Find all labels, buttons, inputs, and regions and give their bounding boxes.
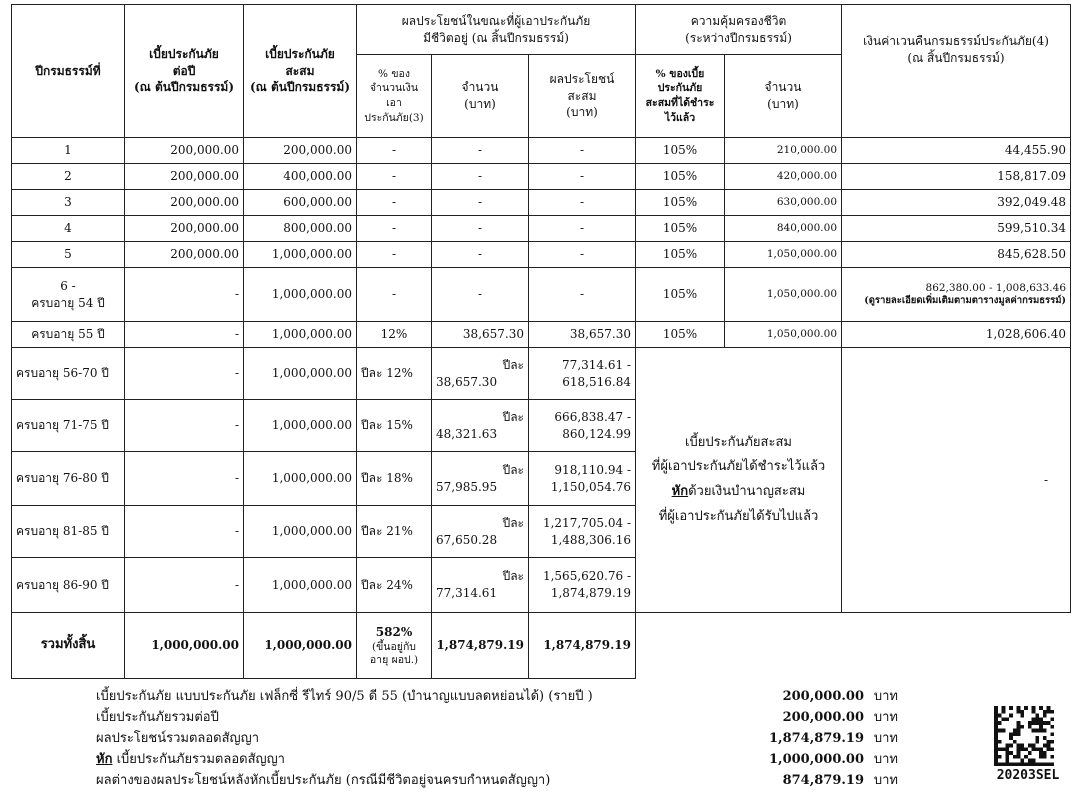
summary-row: ผลประโยชน์รวมตลอดสัญญา 1,874,879.19 บาท bbox=[96, 731, 898, 746]
header-annual-premium: เบี้ยประกันภัย ต่อปี (ณ ต้นปีกรมธรรม์) bbox=[125, 5, 244, 138]
summary-row: เบี้ยประกันภัย แบบประกันภัย เฟล็กซี่ รีไทร์ 90/5 ดี 55 (บำนาญแบบลดหย่อนได้) (รายปี ) 200,000.00 บาท bbox=[96, 689, 898, 704]
document-code: 20203SEL bbox=[996, 768, 1060, 783]
header-cum-premium: เบี้ยประกันภัย สะสม (ณ ต้นปีกรมธรรม์) bbox=[244, 5, 357, 138]
header-cover-group: ความคุ้มครองชีวิต (ระหว่างปีกรมธรรม์) bbox=[636, 5, 842, 55]
table-row: 4 200,000.00 800,000.00 - - - 105% 840,000.00 599,510.34 bbox=[12, 216, 1071, 242]
table-row: ครบอายุ 71-75 ปี - 1,000,000.00 ปีละ 15% ปีละ 48,321.63 666,838.47 - 860,124.99 bbox=[12, 400, 1071, 452]
header-benefit-cum: ผลประโยชน์ สะสม (บาท) bbox=[529, 55, 636, 138]
header-year: ปีกรมธรรม์ที่ bbox=[12, 5, 125, 138]
table-row: ครบอายุ 81-85 ปี - 1,000,000.00 ปีละ 21% ปีละ 67,650.28 1,217,705.04 - 1,488,306.16 bbox=[12, 506, 1071, 558]
cover-note: เบี้ยประกันภัยสะสม ที่ผู้เอาประกันภัยได้ชำระไว้แล้ว หักด้วยเงินบำนาญสะสม ที่ผู้เอาประกันภัยได้รับไปแล้ว bbox=[636, 348, 842, 613]
table-row: 6 - ครบอายุ 54 ปี - 1,000,000.00 - - - 105% 1,050,000.00 862,380.00 - 1,008,633.46 (ดูรายละเอียดเพิ่มเติมตามตารางมูลค่ากรมธรรม์) bbox=[12, 268, 1071, 322]
table-row: 2 200,000.00 400,000.00 - - - 105% 420,000.00 158,817.09 bbox=[12, 164, 1071, 190]
header-benefit-pct: % ของ จำนวนเงิน เอา ประกันภัย(3) bbox=[357, 55, 432, 138]
header-benefit-group: ผลประโยชน์ในขณะที่ผู้เอาประกันภัย มีชีวิตอยู่ (ณ สิ้นปีกรมธรรม์) bbox=[357, 5, 636, 55]
header-surrender: เงินค่าเวนคืนกรมธรรม์ประกันภัย(4) (ณ สิ้นปีกรมธรรม์) bbox=[842, 5, 1071, 138]
benefit-table bbox=[11, 4, 1071, 679]
table-row: ครบอายุ 56-70 ปี - 1,000,000.00 ปีละ 12% ปีละ 38,657.30 77,314.61 - 618,516.84 เบี้ยประกันภัยสะสม ที่ผู้เอาประกันภัยได้ชำระไว้แล้ว หักด้วยเงินบำนาญสะสม ที่ผู้เอาประกันภัยได้รับไปแล้ว - bbox=[12, 348, 1071, 400]
table-row: 5 200,000.00 1,000,000.00 - - - 105% 1,050,000.00 845,628.50 bbox=[12, 242, 1071, 268]
summary-row: หัก เบี้ยประกันภัยรวมตลอดสัญญา 1,000,000.00 บาท bbox=[96, 752, 898, 767]
header-cover-amount: จำนวน (บาท) bbox=[725, 55, 842, 138]
header-benefit-amount: จำนวน (บาท) bbox=[432, 55, 529, 138]
table-row: 3 200,000.00 600,000.00 - - - 105% 630,000.00 392,049.48 bbox=[12, 190, 1071, 216]
header-cover-pct: % ของเบี้ย ประกันภัย สะสมที่ได้ชำระ ไว้แล้ว bbox=[636, 55, 725, 138]
table-row: 1 200,000.00 200,000.00 - - - 105% 210,000.00 44,455.90 bbox=[12, 138, 1071, 164]
summary-row: เบี้ยประกันภัยรวมต่อปี 200,000.00 บาท bbox=[96, 710, 898, 725]
summary-row: ผลต่างของผลประโยชน์หลังหักเบี้ยประกันภัย (กรณีมีชีวิตอยู่จนครบกำหนดสัญญา) 874,879.19 บาท bbox=[96, 773, 898, 788]
table-row: ครบอายุ 55 ปี - 1,000,000.00 12% 38,657.30 38,657.30 105% 1,050,000.00 1,028,606.40 bbox=[12, 322, 1071, 348]
table-row: ครบอายุ 86-90 ปี - 1,000,000.00 ปีละ 24% ปีละ 77,314.61 1,565,620.76 - 1,874,879.19 bbox=[12, 558, 1071, 613]
datamatrix-code bbox=[992, 706, 1056, 766]
table-row: ครบอายุ 76-80 ปี - 1,000,000.00 ปีละ 18% ปีละ 57,985.95 918,110.94 - 1,150,054.76 bbox=[12, 452, 1071, 506]
total-row: รวมทั้งสิ้น 1,000,000.00 1,000,000.00 582% (ขึ้นอยู่กับ อายุ ผอป.) 1,874,879.19 1,874,879.19 bbox=[12, 613, 1071, 679]
premium-summary bbox=[96, 686, 916, 791]
